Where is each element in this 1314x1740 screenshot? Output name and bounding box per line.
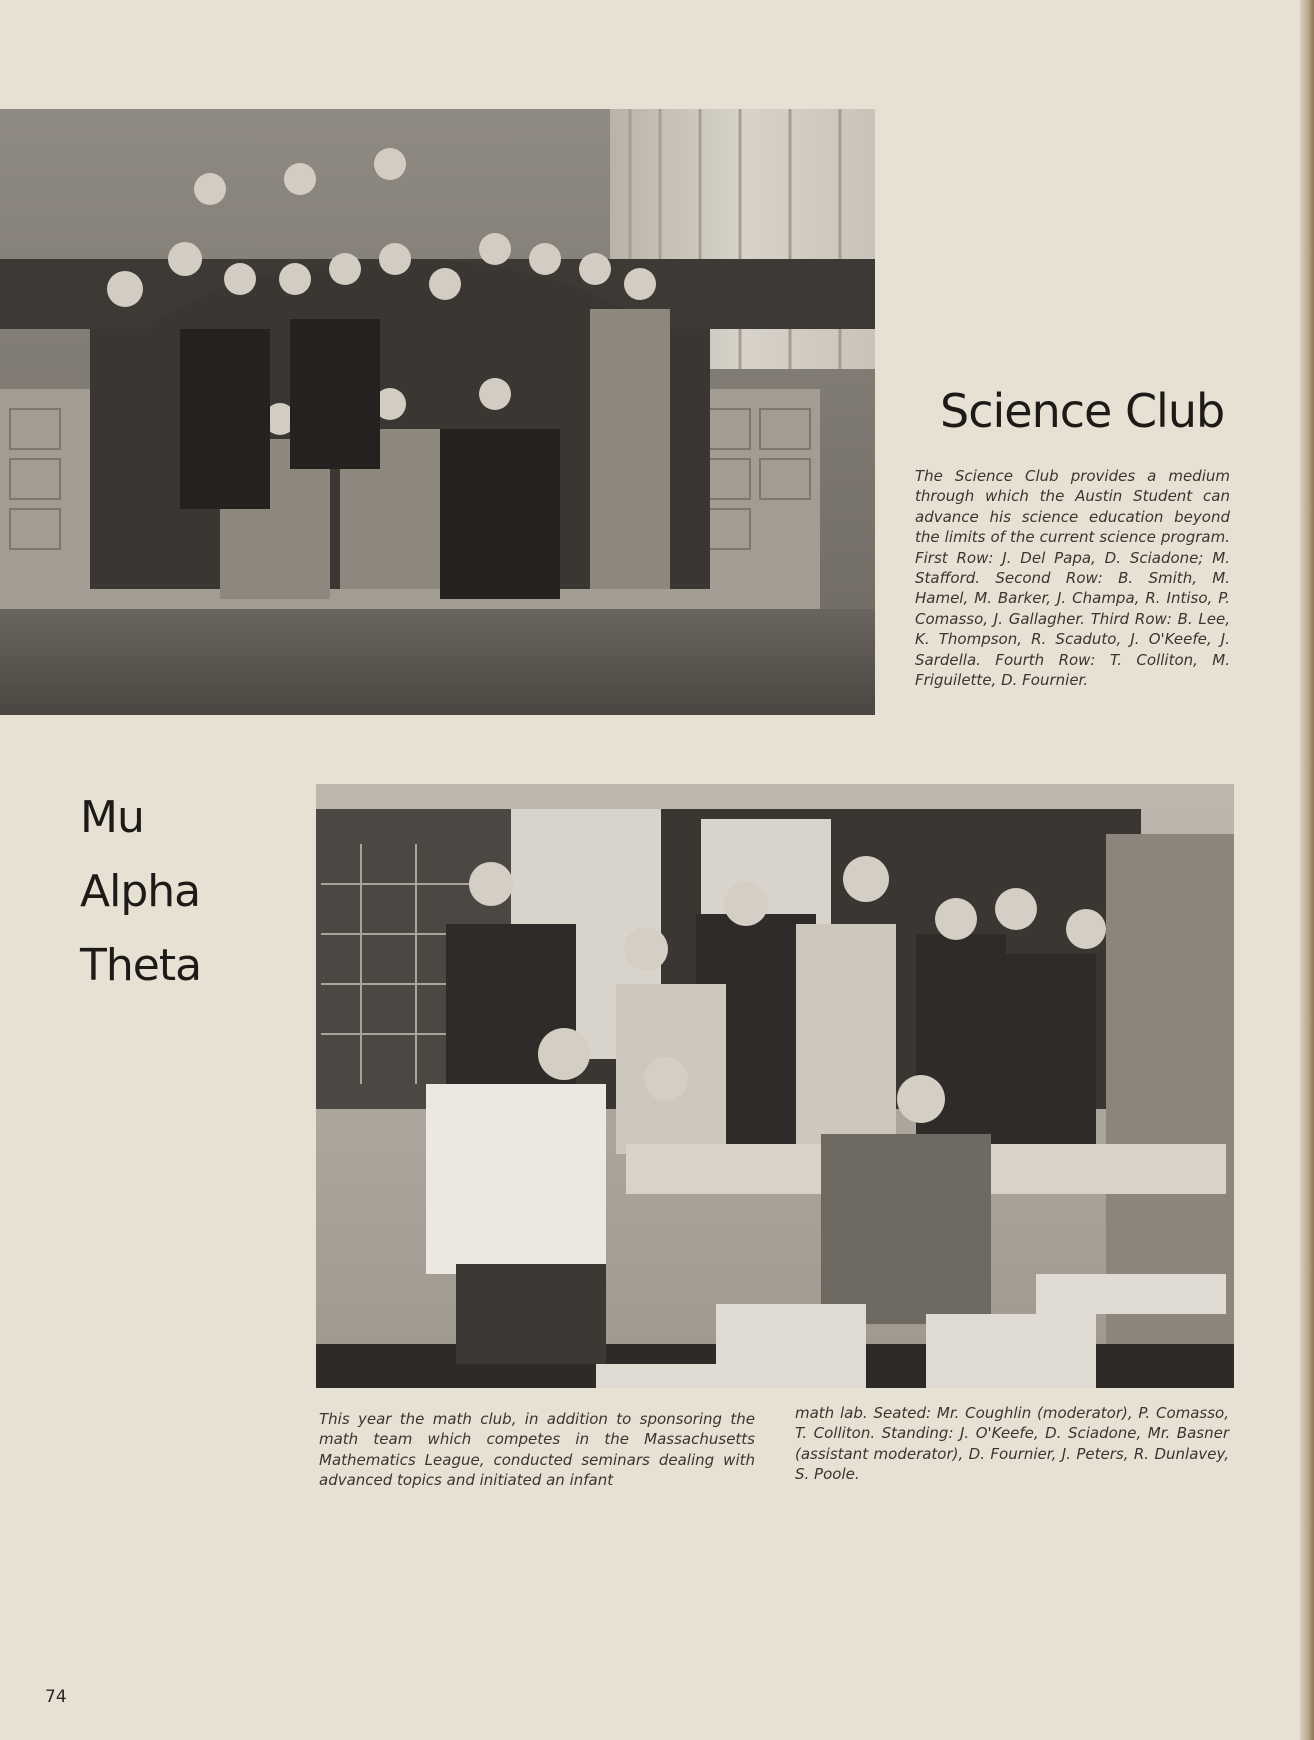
science-club-title: Science Club xyxy=(940,384,1225,438)
math-club-photo xyxy=(316,784,1234,1388)
math-club-title-line: Theta xyxy=(80,940,202,991)
page-edge-shadow xyxy=(1300,0,1314,1740)
math-club-title-line: Mu xyxy=(80,792,144,843)
math-club-photo-image xyxy=(316,784,1234,1388)
science-club-photo xyxy=(0,109,875,715)
math-club-caption-left: This year the math club, in addition to sponsoring the math team which competes in the Massachusetts Mathematics League, conducted seminars dealing with advanced topics and initiated an infant xyxy=(319,1410,755,1490)
science-club-caption: The Science Club provides a medium through which the Austin Student can advance his science education beyond the limits of the current science program. First Row: J. Del Papa, D. Sciadone; M. Stafford. Second Row: B. Smith, M. Hamel, M. Barker, J. Champa, R. Intiso, P. Comasso, J. Gallagher. Third Row: B. Lee, K. Thompson, R. Scaduto, J. O'Keefe, J. Sardella. Fourth Row: T. Colliton, M. Friguilette, D. Fournier. xyxy=(915,467,1230,690)
math-club-caption-right: math lab. Seated: Mr. Coughlin (moderator), P. Comasso, T. Colliton. Standing: J. O'Keefe, D. Sciadone, Mr. Basner (assistant moderator), D. Fournier, J. Peters, R. Dunlavey, S. Poole. xyxy=(795,1404,1229,1484)
science-club-photo-image xyxy=(0,109,875,715)
math-club-title-line: Alpha xyxy=(80,866,201,917)
page-number: 74 xyxy=(45,1687,67,1707)
